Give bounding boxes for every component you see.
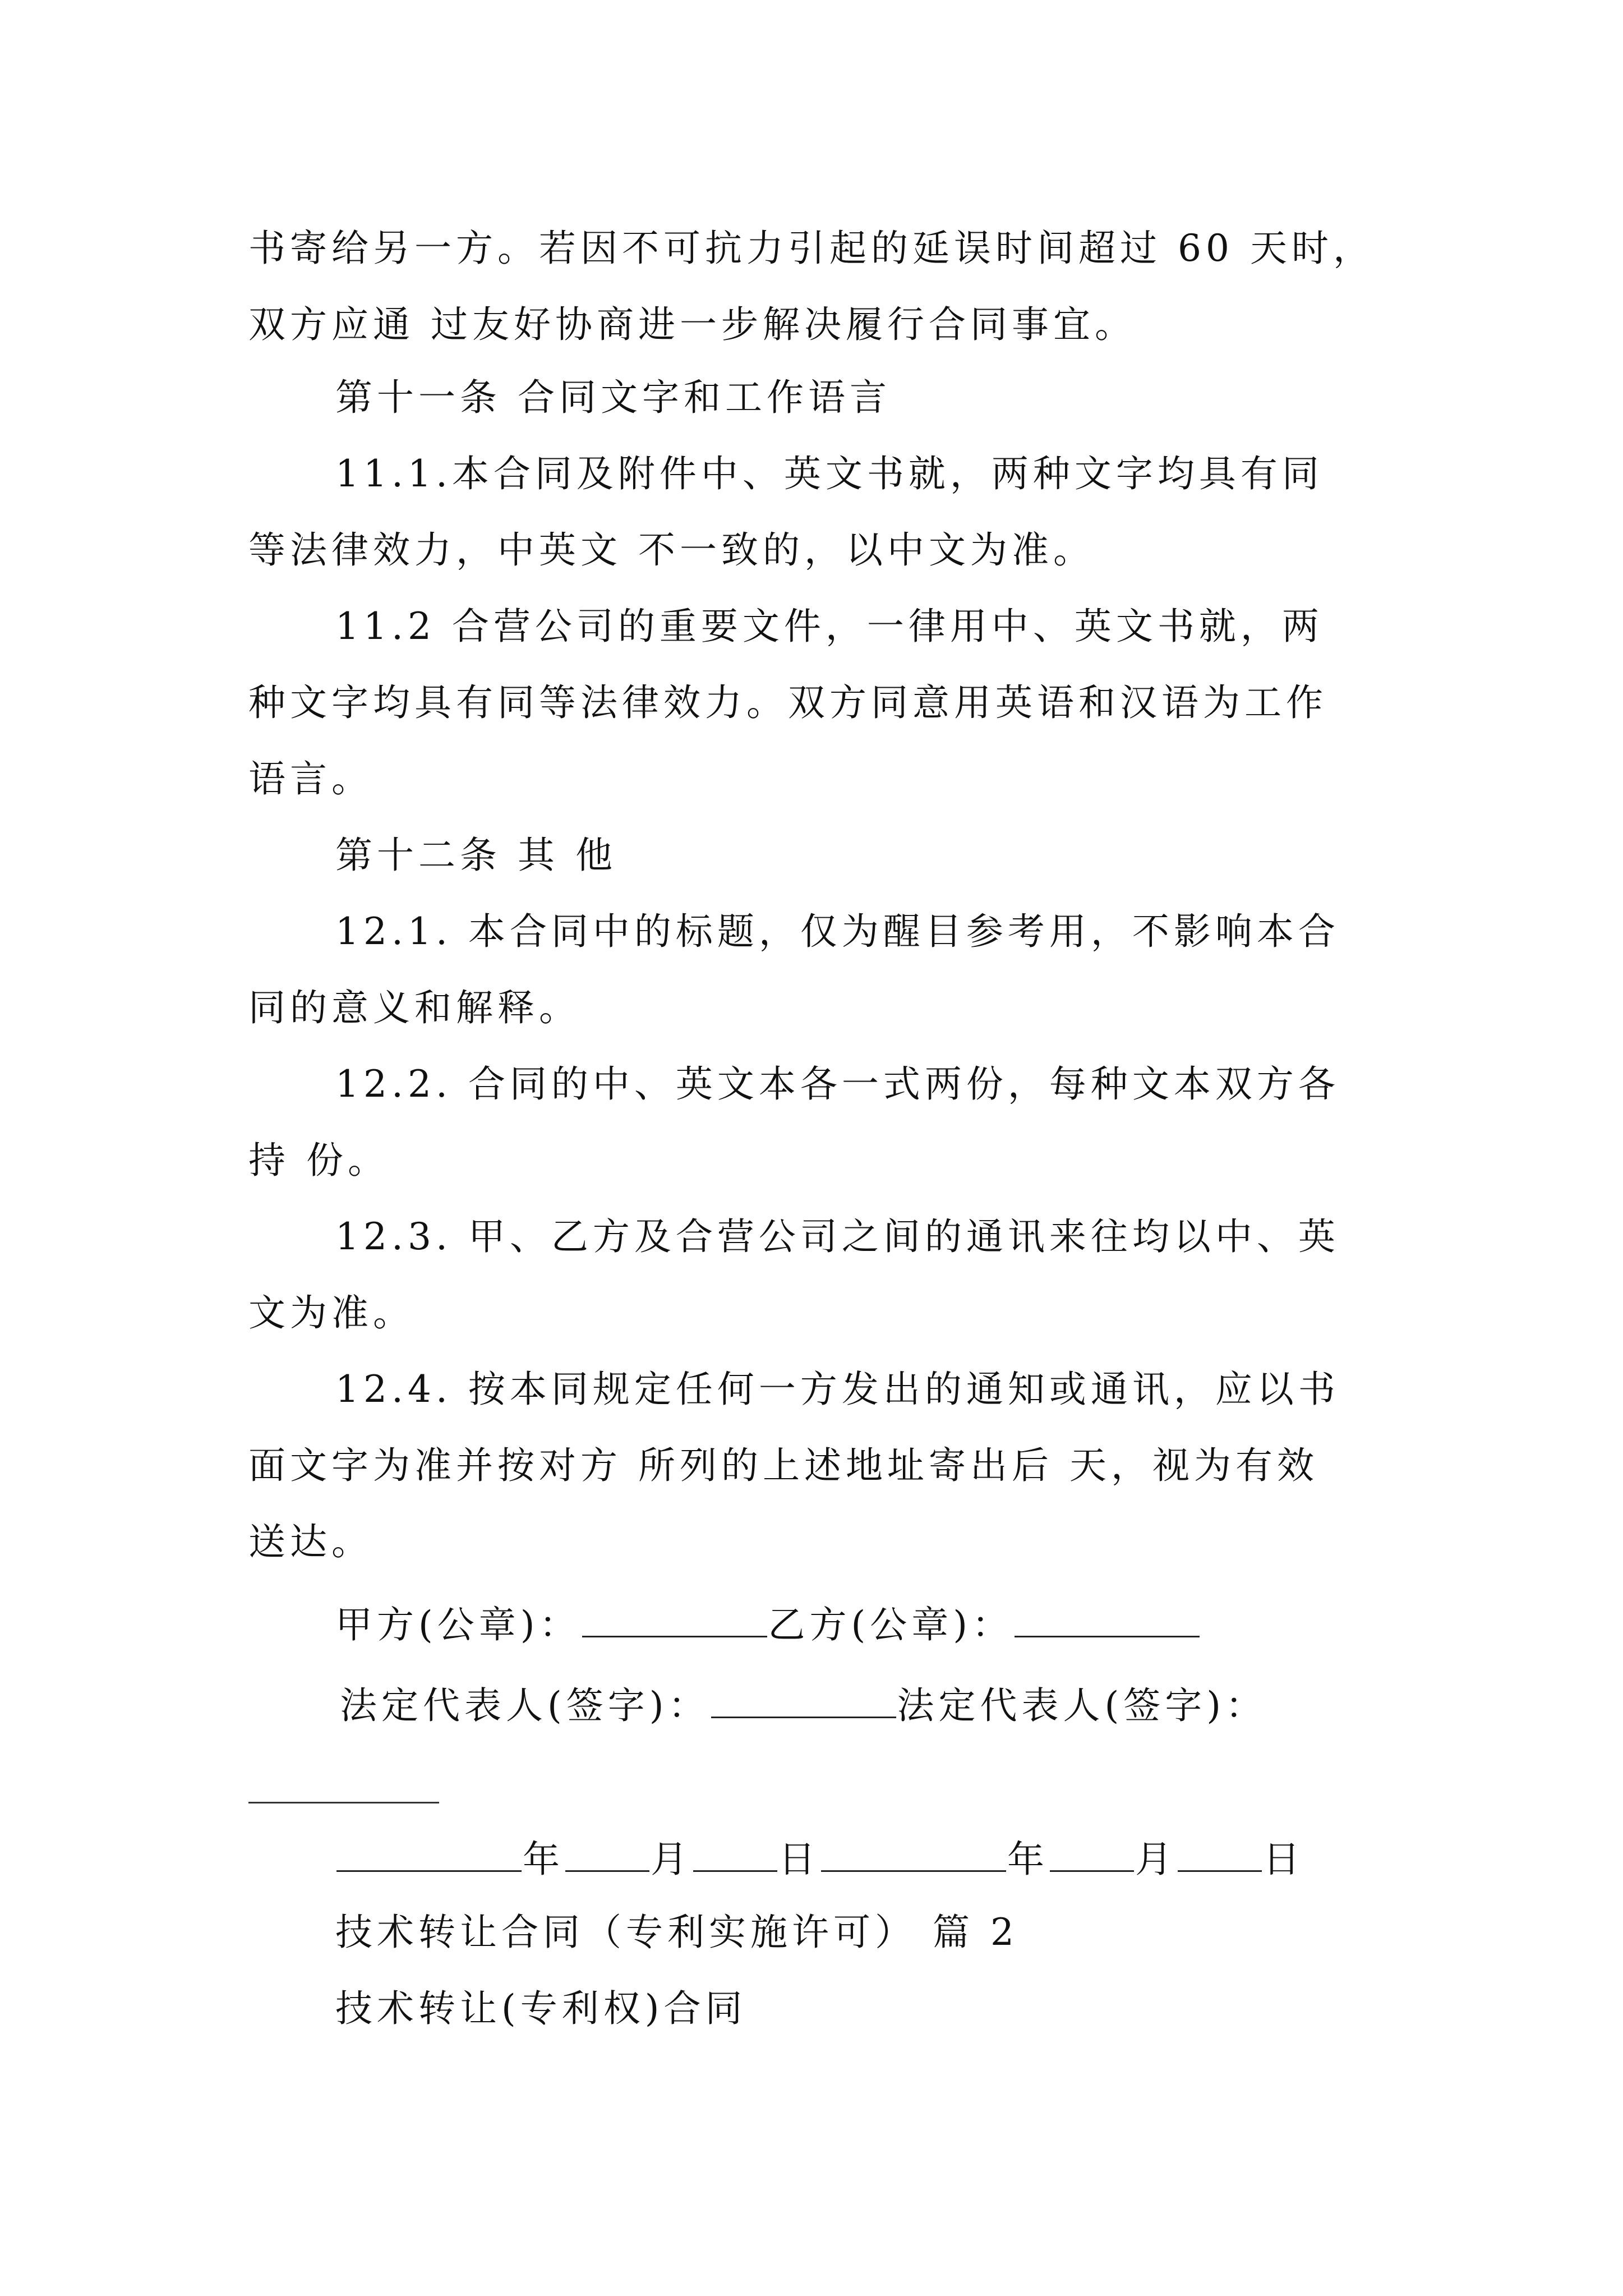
month-b-label: 月 [1135, 1838, 1177, 1881]
date-line [335, 1838, 1304, 1881]
month-a-label: 月 [651, 1838, 692, 1881]
para-line: 12.3. 甲、乙方及合营公司之间的通讯来往均以中、英 [335, 1215, 1340, 1258]
para-line: 持 份。 [248, 1139, 389, 1182]
rep-line [340, 1684, 1267, 1727]
day-b-blank [1178, 1870, 1262, 1872]
month-a-blank [565, 1870, 649, 1872]
month-b-blank [1050, 1870, 1134, 1872]
day-b-label: 日 [1263, 1838, 1304, 1881]
para-line: 12.1. 本合同中的标题，仅为醒目参考用，不影响本合 [335, 910, 1340, 953]
para-line: 同的意义和解释。 [248, 986, 580, 1029]
rep-b-blank [248, 1802, 439, 1803]
para-line: 种文字均具有同等法律效力。双方同意用英语和汉语为工作 [248, 681, 1327, 724]
seal-line [335, 1603, 1201, 1646]
para-line: 送达。 [248, 1520, 373, 1563]
para-line: 12.2. 合同的中、英文本各一式两份，每种文本双方各 [335, 1062, 1340, 1106]
rep-b-label: 法定代表人(签字)： [897, 1684, 1267, 1727]
article-heading-12: 第十二条 其 他 [335, 834, 617, 877]
year-b-label: 年 [1007, 1838, 1049, 1881]
party-b-seal-blank [1015, 1635, 1200, 1637]
article-heading-11: 第十一条 合同文字和工作语言 [335, 376, 891, 419]
year-a-blank [336, 1870, 522, 1872]
para-line: 11.1.本合同及附件中、英文书就，两种文字均具有同 [335, 452, 1324, 495]
para-line: 11.2 合营公司的重要文件，一律用中、英文书就，两 [335, 605, 1324, 648]
day-a-blank [693, 1870, 777, 1872]
para-line: 文为准。 [248, 1291, 414, 1335]
party-b-seal-label: 乙方(公章)： [768, 1603, 1013, 1646]
rep-a-label: 法定代表人(签字)： [340, 1684, 710, 1727]
para-line: 等法律效力，中英文 不一致的，以中文为准。 [248, 528, 1095, 572]
year-b-blank [821, 1870, 1006, 1872]
para-line: 语言。 [248, 757, 373, 800]
contract-title: 技术转让(专利权)合同 [335, 1987, 747, 2030]
party-a-seal-blank [582, 1635, 767, 1637]
year-a-label: 年 [523, 1838, 564, 1881]
para-line: 书寄给另一方。若因不可抗力引起的延误时间超过 60 天时， [248, 227, 1375, 270]
party-a-seal-label: 甲方(公章)： [335, 1603, 581, 1646]
para-line: 面文字为准并按对方 所列的上述地址寄出后 天，视为有效 [248, 1444, 1318, 1487]
para-line: 12.4. 按本同规定任何一方发出的通知或通讯，应以书 [335, 1368, 1340, 1411]
rep-a-blank [711, 1716, 896, 1718]
day-a-label: 日 [778, 1838, 820, 1881]
para-line: 双方应通 过友好协商进一步解决履行合同事宜。 [248, 303, 1136, 346]
section-title: 技术转让合同（专利实施许可） 篇 2 [335, 1911, 1018, 1954]
